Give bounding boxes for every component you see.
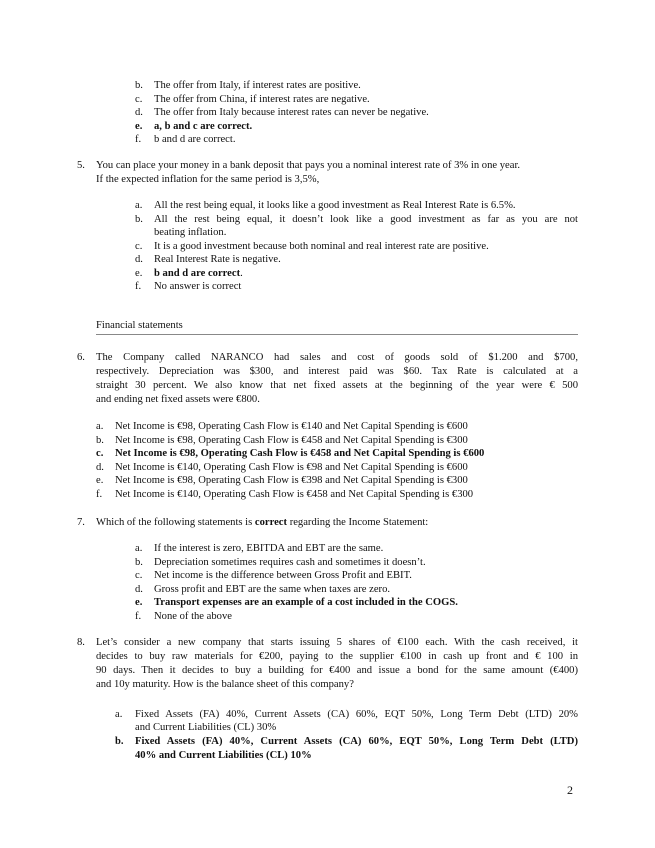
option-text: beating inflation. <box>154 227 227 238</box>
option-letter: b. <box>135 80 143 91</box>
option-letter: f. <box>135 281 142 292</box>
option-letter: f. <box>135 134 142 145</box>
question-text-line: decides to buy raw materials for €200, paying to the supplier €100 in cash up front and € 100 in <box>96 651 578 662</box>
question-suffix: regarding the Income Statement: <box>287 517 429 528</box>
question-text-line: straight 30 percent. We also know that net fixed assets at the beginning of the year were € 500 <box>96 380 578 391</box>
option-text: b and d are correct. <box>154 134 236 145</box>
option-text: No answer is correct <box>154 281 242 292</box>
option-text: The offer from Italy, if interest rates are positive. <box>154 80 361 91</box>
option-letter: b. <box>135 214 143 225</box>
option-text: The offer from Italy because interest rates can never be negative. <box>154 107 429 118</box>
option-letter: b. <box>135 557 143 568</box>
option-letter: d. <box>135 107 143 118</box>
question-text-line: respectively. Depreciation was $300, and interest paid was $60. Tax Rate is calculated at a <box>96 366 578 377</box>
question-prefix: Which of the following statements is <box>96 517 255 528</box>
option-text: Net Income is €140, Operating Cash Flow is €98 and Net Capital Spending is €600 <box>115 462 468 473</box>
option-letter: c. <box>135 570 143 581</box>
section-divider <box>96 334 578 335</box>
question-number: 5. <box>77 160 85 171</box>
option-letter: a. <box>135 543 143 554</box>
option-text: Net Income is €98, Operating Cash Flow is €140 and Net Capital Spending is €600 <box>115 421 468 432</box>
option-letter: e. <box>135 268 143 279</box>
question-number: 7. <box>77 517 85 528</box>
option-text: Net income is the difference between Gross Profit and EBIT. <box>154 570 412 581</box>
option-text: The offer from China, if interest rates are negative. <box>154 94 370 105</box>
page-number: 2 <box>567 783 573 797</box>
option-letter: f. <box>135 611 142 622</box>
option-text: Gross profit and EBT are the same when taxes are zero. <box>154 584 391 595</box>
question-number: 8. <box>77 637 85 648</box>
option-letter: b. <box>96 435 104 446</box>
correct-option-text: 40% and Current Liabilities (CL) 10% <box>135 750 312 761</box>
option-letter: c. <box>135 94 143 105</box>
option-text: Net Income is €98, Operating Cash Flow is €458 and Net Capital Spending is €300 <box>115 435 468 446</box>
option-letter: d. <box>135 254 143 265</box>
question-text-line: You can place your money in a bank deposit that pays you a nominal interest rate of 3% in one year. <box>96 160 521 171</box>
option-letter: b. <box>115 736 124 747</box>
option-text: Real Interest Rate is negative. <box>154 254 281 265</box>
option-letter: a. <box>115 709 123 720</box>
correct-option <box>154 267 243 280</box>
question-text-line: and 10y maturity. How is the balance sheet of this company? <box>96 679 354 690</box>
correct-option-text: b and d are correct <box>154 268 241 279</box>
option-letter: a. <box>135 200 143 211</box>
option-text: Net Income is €140, Operating Cash Flow is €458 and Net Capital Spending is €300 <box>115 489 474 500</box>
option-letter: e. <box>96 475 104 486</box>
question-text-line: 90 days. Then it decides to buy a building for €400 and issue a bond for the same amount (€400) <box>96 665 578 676</box>
question-number: 6. <box>77 352 85 363</box>
option-suffix: . <box>240 268 243 279</box>
option-text: All the rest being equal, it doesn’t look like a good investment as far as you are not <box>154 214 578 225</box>
option-letter: c. <box>96 448 104 459</box>
question-text-line: Let’s consider a new company that starts issuing 5 shares of €100 each. With the cash received, it <box>96 637 578 648</box>
correct-option-text: Fixed Assets (FA) 40%, Current Assets (CA) 60%, EQT 50%, Long Term Debt (LTD) <box>135 736 578 747</box>
correct-option-text: Net Income is €98, Operating Cash Flow is €458 and Net Capital Spending is €600 <box>115 448 485 459</box>
correct-option-text: Transport expenses are an example of a cost included in the COGS. <box>154 597 458 608</box>
option-letter: c. <box>135 241 143 252</box>
option-text: and Current Liabilities (CL) 30% <box>135 722 277 733</box>
option-text: Depreciation sometimes requires cash and sometimes it doesn’t. <box>154 557 426 568</box>
option-letter: a. <box>96 421 104 432</box>
question-emphasis: correct <box>254 517 288 528</box>
option-letter: e. <box>135 121 143 132</box>
option-text: All the rest being equal, it looks like a good investment as Real Interest Rate is 6.5%. <box>154 200 516 211</box>
option-text: If the interest is zero, EBITDA and EBT are the same. <box>154 543 384 554</box>
section-heading: Financial statements <box>96 320 183 331</box>
question-text-line <box>96 516 428 529</box>
question-text-line: and ending net fixed assets were €800. <box>96 394 260 405</box>
question-text-line: If the expected inflation for the same period is 3,5%, <box>96 174 320 185</box>
option-text: Net Income is €98, Operating Cash Flow is €398 and Net Capital Spending is €300 <box>115 475 468 486</box>
option-letter: d. <box>96 462 104 473</box>
option-text: None of the above <box>154 611 232 622</box>
option-letter: e. <box>135 597 143 608</box>
correct-option-text: a, b and c are correct. <box>154 121 253 132</box>
option-letter: d. <box>135 584 143 595</box>
question-text-line: The Company called NARANCO had sales and cost of goods sold of $1.200 and $700, <box>96 352 578 363</box>
option-letter: f. <box>96 489 103 500</box>
option-text: Fixed Assets (FA) 40%, Current Assets (CA) 60%, EQT 50%, Long Term Debt (LTD) 20% <box>135 709 578 720</box>
option-text: It is a good investment because both nominal and real interest rate are positive. <box>154 241 489 252</box>
